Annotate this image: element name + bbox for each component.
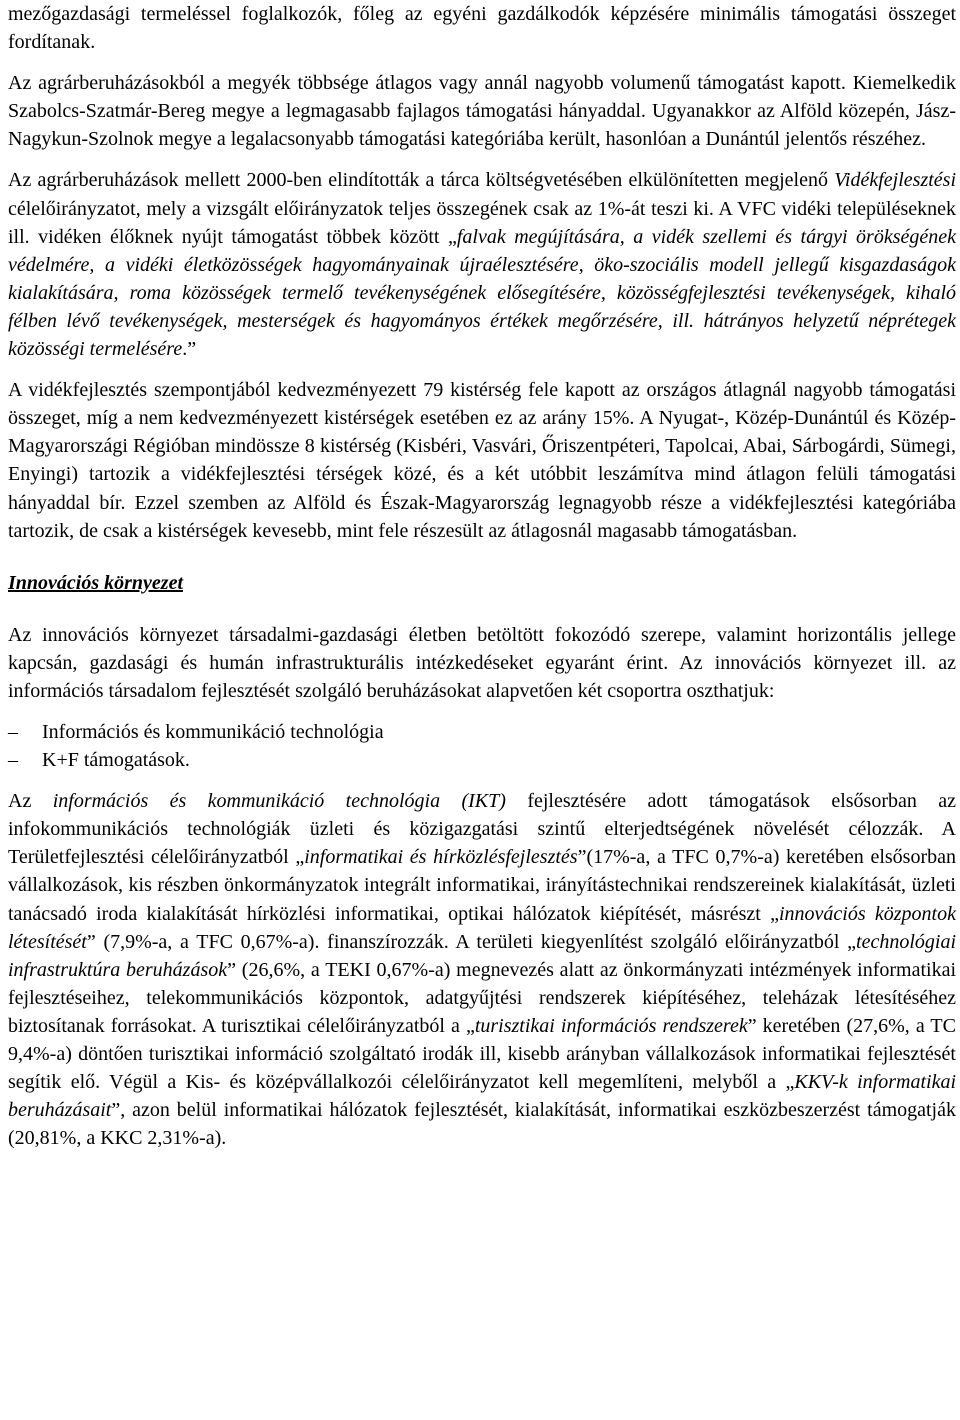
text-run: ” keretében (27,6%, a TC 9,4%-a) döntően turisztikai információ szolgáltató irodák ill, kisebb arányban vállalkozások informatikai fejlesztését segítik elő. Végül a Kis- és középvállalkozói célelőirányzatot kell megemlíteni, melyből a „: [8, 1014, 956, 1094]
list-item-text: Információs és kommunikáció technológia: [42, 720, 384, 743]
paragraph: [8, 0, 956, 56]
italic-text: információs és kommunikáció technológia (IKT): [52, 790, 506, 813]
text-run: ”, azon belül informatikai hálózatok fejlesztését, kialakítását, informatikai eszközbeszerzést támogatják (20,81%, a KKC 2,31%-a).: [8, 1099, 956, 1150]
text-run: ” (26,6%, a TEKI 0,67%-a) megnevezés alatt az önkormányzati intézmények informatikai fejlesztéseihez, telekommunikációs központok, adatgyűjtési rendszerek kiépítéséhez, teleházak létesítéséhez biztosítanak forrásokat. A turisztikai célelőirányzatból a „: [8, 958, 957, 1037]
list-item-text: K+F támogatások.: [42, 749, 190, 772]
list-item: [8, 718, 956, 746]
list-item: [8, 746, 956, 774]
text-run: mezőgazdasági termeléssel foglalkozók, főleg az egyéni gazdálkodók képzésére minimális támogatási összeget fordítanak.: [8, 3, 956, 54]
text-run: ” (7,9%-a, a TFC 0,67%-a). finanszírozzák. A területi kiegyenlítést szolgáló előirányzatból „: [86, 930, 857, 953]
text-run: ”(17%-a, a TFC 0,7%-a) keretében elsősorban vállalkozások, kis részben önkormányzatok integrált informatikai, irányítástechnikai rendszereinek kialakítását, üzleti tanácsadó iroda kialakítását hírközlési informatikai, optikai hálózatok kiépítését, másrészt „: [8, 846, 956, 925]
italic-text: informatikai és hírközlésfejlesztés: [304, 846, 578, 869]
italic-text: KKV-k informatikai beruházásait: [8, 1071, 957, 1122]
text-run: Az agrárberuházások mellett 2000-ben elindították a tárca költségvetésében elkülönítetten megjelenő: [8, 169, 835, 192]
text-run: .”: [182, 338, 197, 361]
document-page: [8, 0, 956, 1152]
italic-text: innovációs központok létesítését: [8, 902, 956, 953]
paragraph: [8, 69, 956, 153]
italic-text: Vidékfejlesztési: [834, 169, 956, 192]
italic-text: falvak megújítására, a vidék szellemi és tárgyi örökségének védelmére, a vidéki életközösségek hagyományainak újraélesztésére, öko-szociális modell jellegű kisgazdaságok kialakítására, roma közösségek termelő tevékenységének elősegítésére, közösségfejlesztési tevékenységek, kihaló félben lévő tevékenységek, mesterségek és hagyományos értékek megőrzésére, ill. hátrányos helyzetű néprétegek közösségi termelésére: [8, 225, 956, 361]
text-run: célelőirányzatot, mely a vizsgált előirányzatok teljes összegének csak az 1%-át teszi ki. A VFC vidéki településeknek ill. vidéken élőknek nyújt támogatást többek között „: [8, 197, 956, 248]
text-run: Az: [8, 790, 53, 813]
paragraph: [8, 787, 956, 1152]
text-run: fejlesztésére adott támogatások elsősorban az infokommunikációs technológiák üzleti és közigazgatási szintű elterjedtségének növelését célozzák. A Területfejlesztési célelőirányzatból „: [8, 790, 957, 869]
dash-marker: –: [8, 749, 18, 772]
text-run: Az agrárberuházásokból a megyék többsége átlagos vagy annál nagyobb volumenű támogatást kapott. Kiemelkedik Szabolcs-Szatmár-Bereg megye a legmagasabb fajlagos támogatási hányaddal. Ugyanakkor az Alföld közepén, Jász-Nagykun-Szolnok megye a legalacsonyabb támogatási kategóriába került, hasonlóan a Dunántúl jelentős részéhez.: [8, 72, 956, 151]
text-run: A vidékfejlesztés szempontjából kedvezményezett 79 kistérség fele kapott az országos átlagnál nagyobb támogatási összeget, míg a nem kedvezményezett kistérségek esetében ez az arány 15%. A Nyugat-, Közép-Dunántúl és Közép-Magyarországi Régióban mindössze 8 kistérség (Kisbéri, Vasvári, Őriszentpéteri, Tapolcai, Abai, Sárbogárdi, Sümegi, Enyingi) tartozik a vidékfejlesztési térségek közé, és a két utóbbit leszámítva mind átlagon felüli támogatási hányaddal bír. Ezzel szemben az Alföld és Észak-Magyarország legnagyobb része a vidékfejlesztési kategóriába tartozik, de csak a kistérségek kevesebb, mint fele részesült az átlagosnál magasabb támogatásban.: [8, 379, 956, 542]
paragraph: [8, 621, 956, 705]
text-run: Az innovációs környezet társadalmi-gazdasági életben betöltött fokozódó szerepe, valamint horizontális jellege kapcsán, gazdasági és humán infrastrukturális intézkedéseket egyaránt érint. Az innovációs környezet ill. az információs társadalom fejlesztését szolgáló beruházásokat alapvetően két csoportra oszthatjuk:: [8, 623, 956, 702]
section-heading: Innovációs környezet: [8, 571, 183, 594]
paragraph: [8, 376, 956, 545]
italic-text: technológiai infrastruktúra beruházások: [8, 930, 956, 981]
bullet-list: [8, 718, 956, 774]
paragraph: [8, 166, 956, 363]
italic-text: turisztikai információs rendszerek: [474, 1014, 748, 1037]
dash-marker: –: [8, 720, 18, 743]
